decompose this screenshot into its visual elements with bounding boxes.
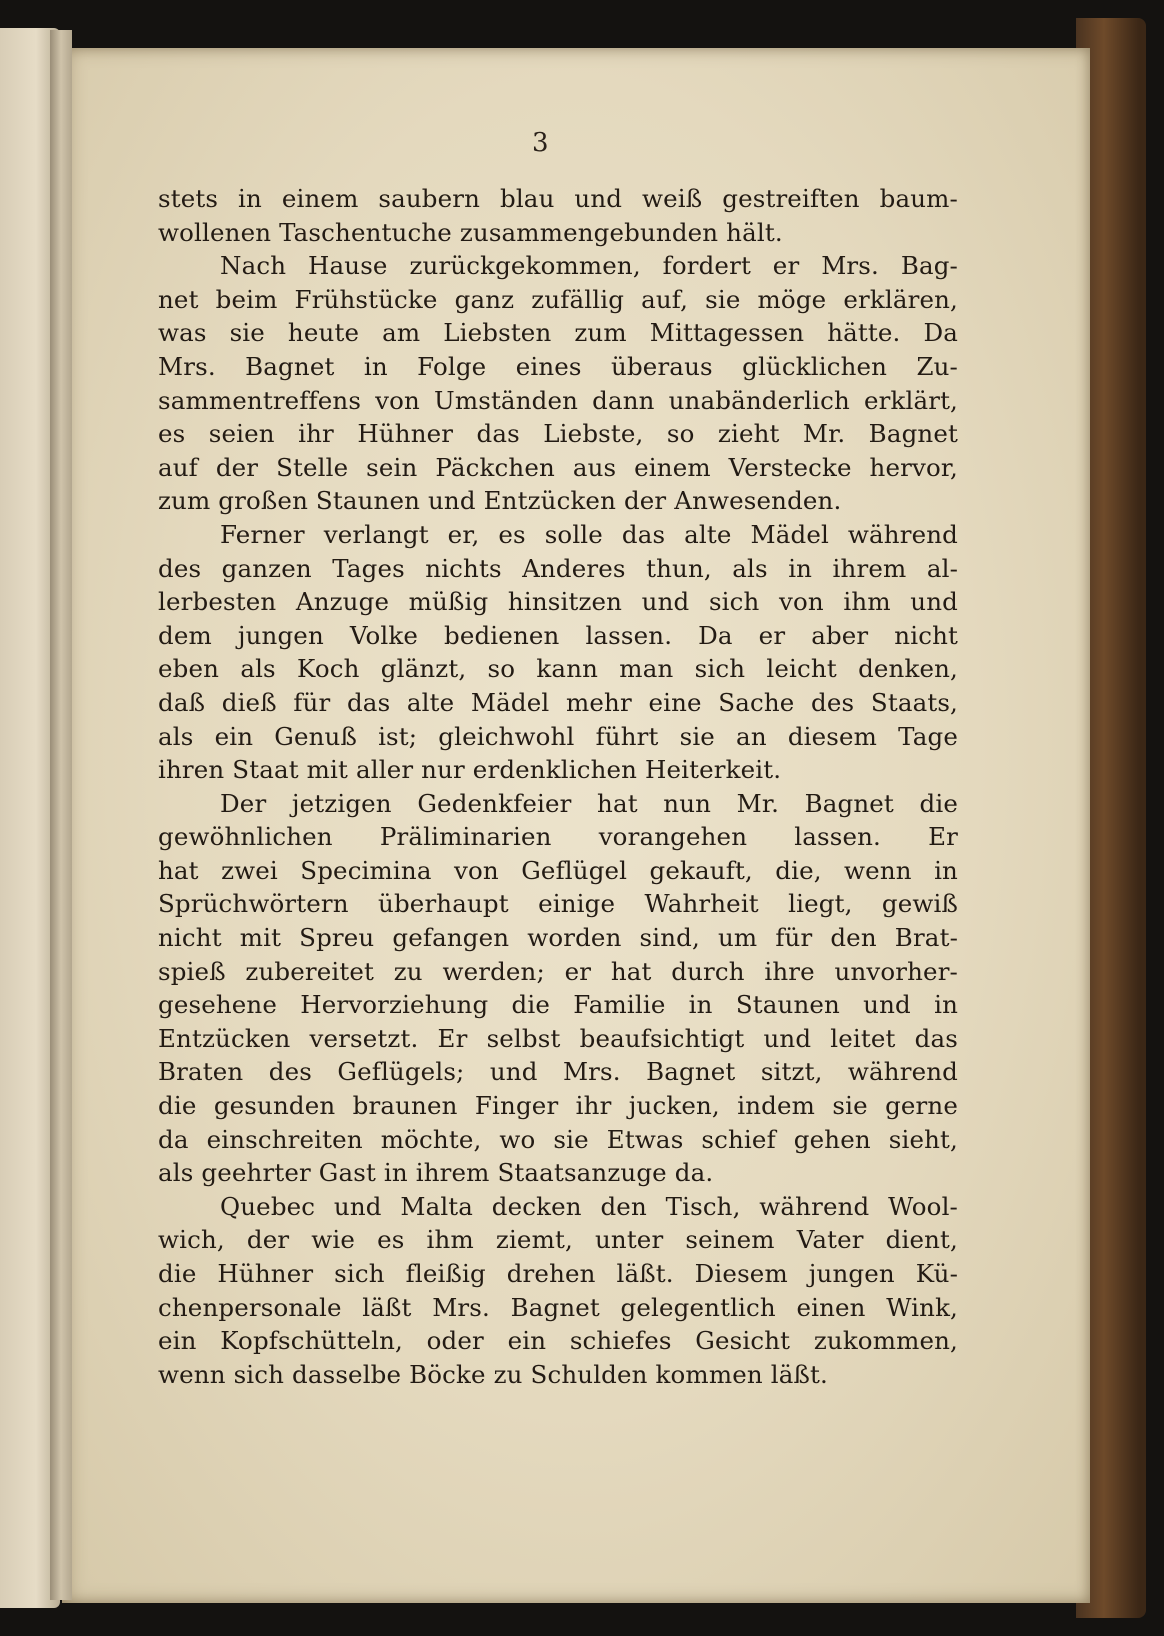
- text-line: als geehrter Gast in ihrem Staatsanzuge da.: [158, 1158, 714, 1188]
- text-line: Nach Hause zurückgekommen, fordert er Mrs. Bag-: [220, 251, 958, 281]
- text-line: gewöhnlichen Präliminarien vorangehen lassen. Er: [158, 822, 958, 852]
- text-line: was sie heute am Liebsten zum Mittagessen hätte. Da: [158, 318, 958, 348]
- text-line: Sprüchwörtern überhaupt einige Wahrheit liegt, gewiß: [158, 889, 958, 919]
- text-line: daß dieß für das alte Mädel mehr eine Sache des Staats,: [158, 687, 958, 717]
- text-line: ihren Staat mit aller nur erdenklichen Heiterkeit.: [158, 755, 782, 785]
- text-line: auf der Stelle sein Päckchen aus einem Verstecke hervor,: [158, 452, 958, 482]
- text-line: die Hühner sich fleißig drehen läßt. Diesem jungen Kü-: [158, 1259, 958, 1288]
- text-line: Quebec und Malta decken den Tisch, während Wool-: [220, 1191, 958, 1221]
- text-line: wich, der wie es ihm ziemt, unter seinem Vater dient,: [158, 1225, 958, 1255]
- text-line: Braten des Geflügels; und Mrs. Bagnet sitzt, während: [158, 1057, 958, 1087]
- text-line: ein Kopfschütteln, oder ein schiefes Gesicht zukommen,: [158, 1326, 958, 1356]
- text-line: sammentreffens von Umständen dann unabänderlich erklärt,: [158, 385, 958, 415]
- text-line: des ganzen Tages nichts Anderes thun, als in ihrem al-: [158, 553, 958, 583]
- text-line: hat zwei Specimina von Geflügel gekauft, die, wenn in: [158, 855, 958, 885]
- body-text: [158, 182, 958, 1391]
- text-line: Entzücken versetzt. Er selbst beaufsichtigt und leitet das: [158, 1023, 958, 1053]
- text-line: wollenen Taschentuche zusammengebunden hält.: [158, 217, 783, 247]
- text-line: stets in einem saubern blau und weiß gestreiften baum-: [158, 184, 958, 213]
- text-line: die gesunden braunen Finger ihr jucken, indem sie gerne: [158, 1091, 958, 1121]
- text-line: eben als Koch glänzt, so kann man sich leicht denken,: [158, 654, 958, 684]
- text-line: gesehene Hervorziehung die Familie in Staunen und in: [158, 990, 958, 1020]
- text-line: es seien ihr Hühner das Liebste, so zieht Mr. Bagnet: [158, 419, 958, 449]
- text-line: wenn sich dasselbe Böcke zu Schulden kommen läßt.: [158, 1359, 828, 1389]
- text-line: Ferner verlangt er, es solle das alte Mädel während: [220, 519, 958, 549]
- text-line: da einschreiten möchte, wo sie Etwas schief gehen sieht,: [158, 1124, 958, 1154]
- text-line: nicht mit Spreu gefangen worden sind, um für den Brat-: [158, 923, 958, 953]
- text-line: net beim Frühstücke ganz zufällig auf, sie möge erklären,: [158, 284, 958, 314]
- page-gutter: [50, 30, 72, 1600]
- text-line: zum großen Staunen und Entzücken der Anwesenden.: [158, 486, 842, 516]
- page-number: 3: [532, 128, 549, 158]
- text-line: Der jetzigen Gedenkfeier hat nun Mr. Bagnet die: [220, 788, 958, 818]
- text-line: lerbesten Anzuge müßig hinsitzen und sich von ihm und: [158, 587, 958, 617]
- text-line: als ein Genuß ist; gleichwohl führt sie an diesem Tage: [158, 721, 958, 751]
- text-line: spieß zubereitet zu werden; er hat durch ihre unvorher-: [158, 956, 958, 986]
- text-line: chenpersonale läßt Mrs. Bagnet gelegentlich einen Wink,: [158, 1292, 958, 1322]
- text-line: Mrs. Bagnet in Folge eines überaus glücklichen Zu-: [158, 351, 958, 381]
- text-line: dem jungen Volke bedienen lassen. Da er aber nicht: [158, 620, 958, 650]
